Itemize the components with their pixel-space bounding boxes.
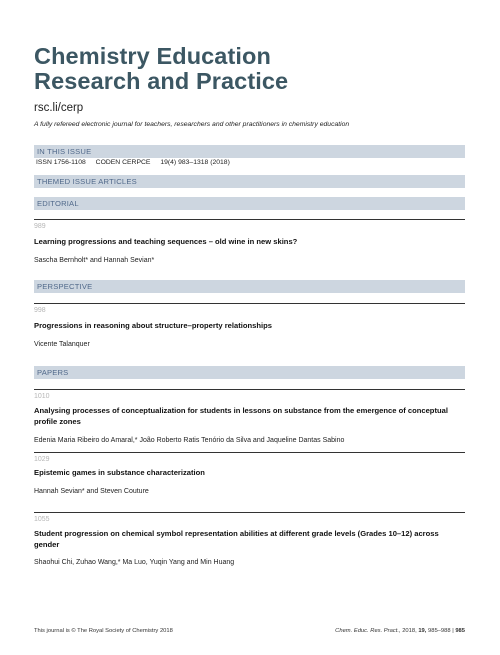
article-authors: Edenia Maria Ribeiro do Amaral,* João Roberto Ratis Tenório da Silva and Jaqueline Dantas Sabino (34, 437, 345, 444)
divider (34, 303, 465, 304)
journal-title (34, 44, 288, 94)
article-page: 998 (34, 307, 46, 314)
section-papers: PAPERS (34, 366, 465, 379)
article-authors: Shaohui Chi, Zuhao Wang,* Ma Luo, Yuqin Yang and Min Huang (34, 559, 235, 566)
footer-volume: 19, (418, 628, 427, 634)
divider (34, 389, 465, 390)
article-authors: Vicente Talanquer (34, 341, 90, 348)
footer-year: 2018, (402, 628, 417, 634)
section-editorial: EDITORIAL (34, 197, 465, 210)
page-number: 985 (455, 628, 465, 634)
article-authors: Hannah Sevian* and Steven Couture (34, 488, 149, 495)
journal-title-line2: Research and Practice (34, 68, 289, 94)
article-page: 989 (34, 223, 46, 230)
issue-info (36, 159, 238, 166)
article-title[interactable]: Learning progressions and teaching sequences – old wine in new skins? (34, 237, 298, 246)
article-title[interactable]: Student progression on chemical symbol representation abilities at different grade levels (Grades 10–12) across gender (34, 529, 439, 549)
article-title[interactable]: Epistemic games in substance characterization (34, 468, 205, 477)
divider (34, 219, 465, 220)
article-title[interactable]: Progressions in reasoning about structure–property relationships (34, 321, 272, 330)
journal-abbrev: Chem. Educ. Res. Pract., (335, 628, 401, 634)
citation-footer (335, 628, 465, 634)
divider (34, 452, 465, 453)
volume-info: 19(4) 983–1318 (2018) (160, 159, 230, 166)
copyright-notice: This journal is © The Royal Society of Chemistry 2018 (34, 628, 173, 634)
article-title[interactable]: Analysing processes of conceptualization for students in lessons on substance from the emergence of conceptual profile zones (34, 406, 448, 426)
section-themed: THEMED ISSUE ARTICLES (34, 175, 465, 188)
article-page: 1055 (34, 516, 50, 523)
footer-pages: 985–988 | (428, 628, 454, 634)
journal-url[interactable]: rsc.li/cerp (34, 102, 84, 114)
article-page: 1029 (34, 456, 50, 463)
section-perspective: PERSPECTIVE (34, 280, 465, 293)
article-page: 1010 (34, 393, 50, 400)
coden: CODEN CERPCE (95, 159, 151, 166)
divider (34, 512, 465, 513)
journal-title-line1: Chemistry Education (34, 43, 271, 69)
in-this-issue-header: IN THIS ISSUE (34, 145, 465, 158)
issn: ISSN 1756-1108 (36, 159, 86, 166)
article-authors: Sascha Bernholt* and Hannah Sevian* (34, 257, 155, 264)
journal-tagline: A fully refereed electronic journal for teachers, researchers and other practitioners in chemistry education (34, 121, 350, 128)
